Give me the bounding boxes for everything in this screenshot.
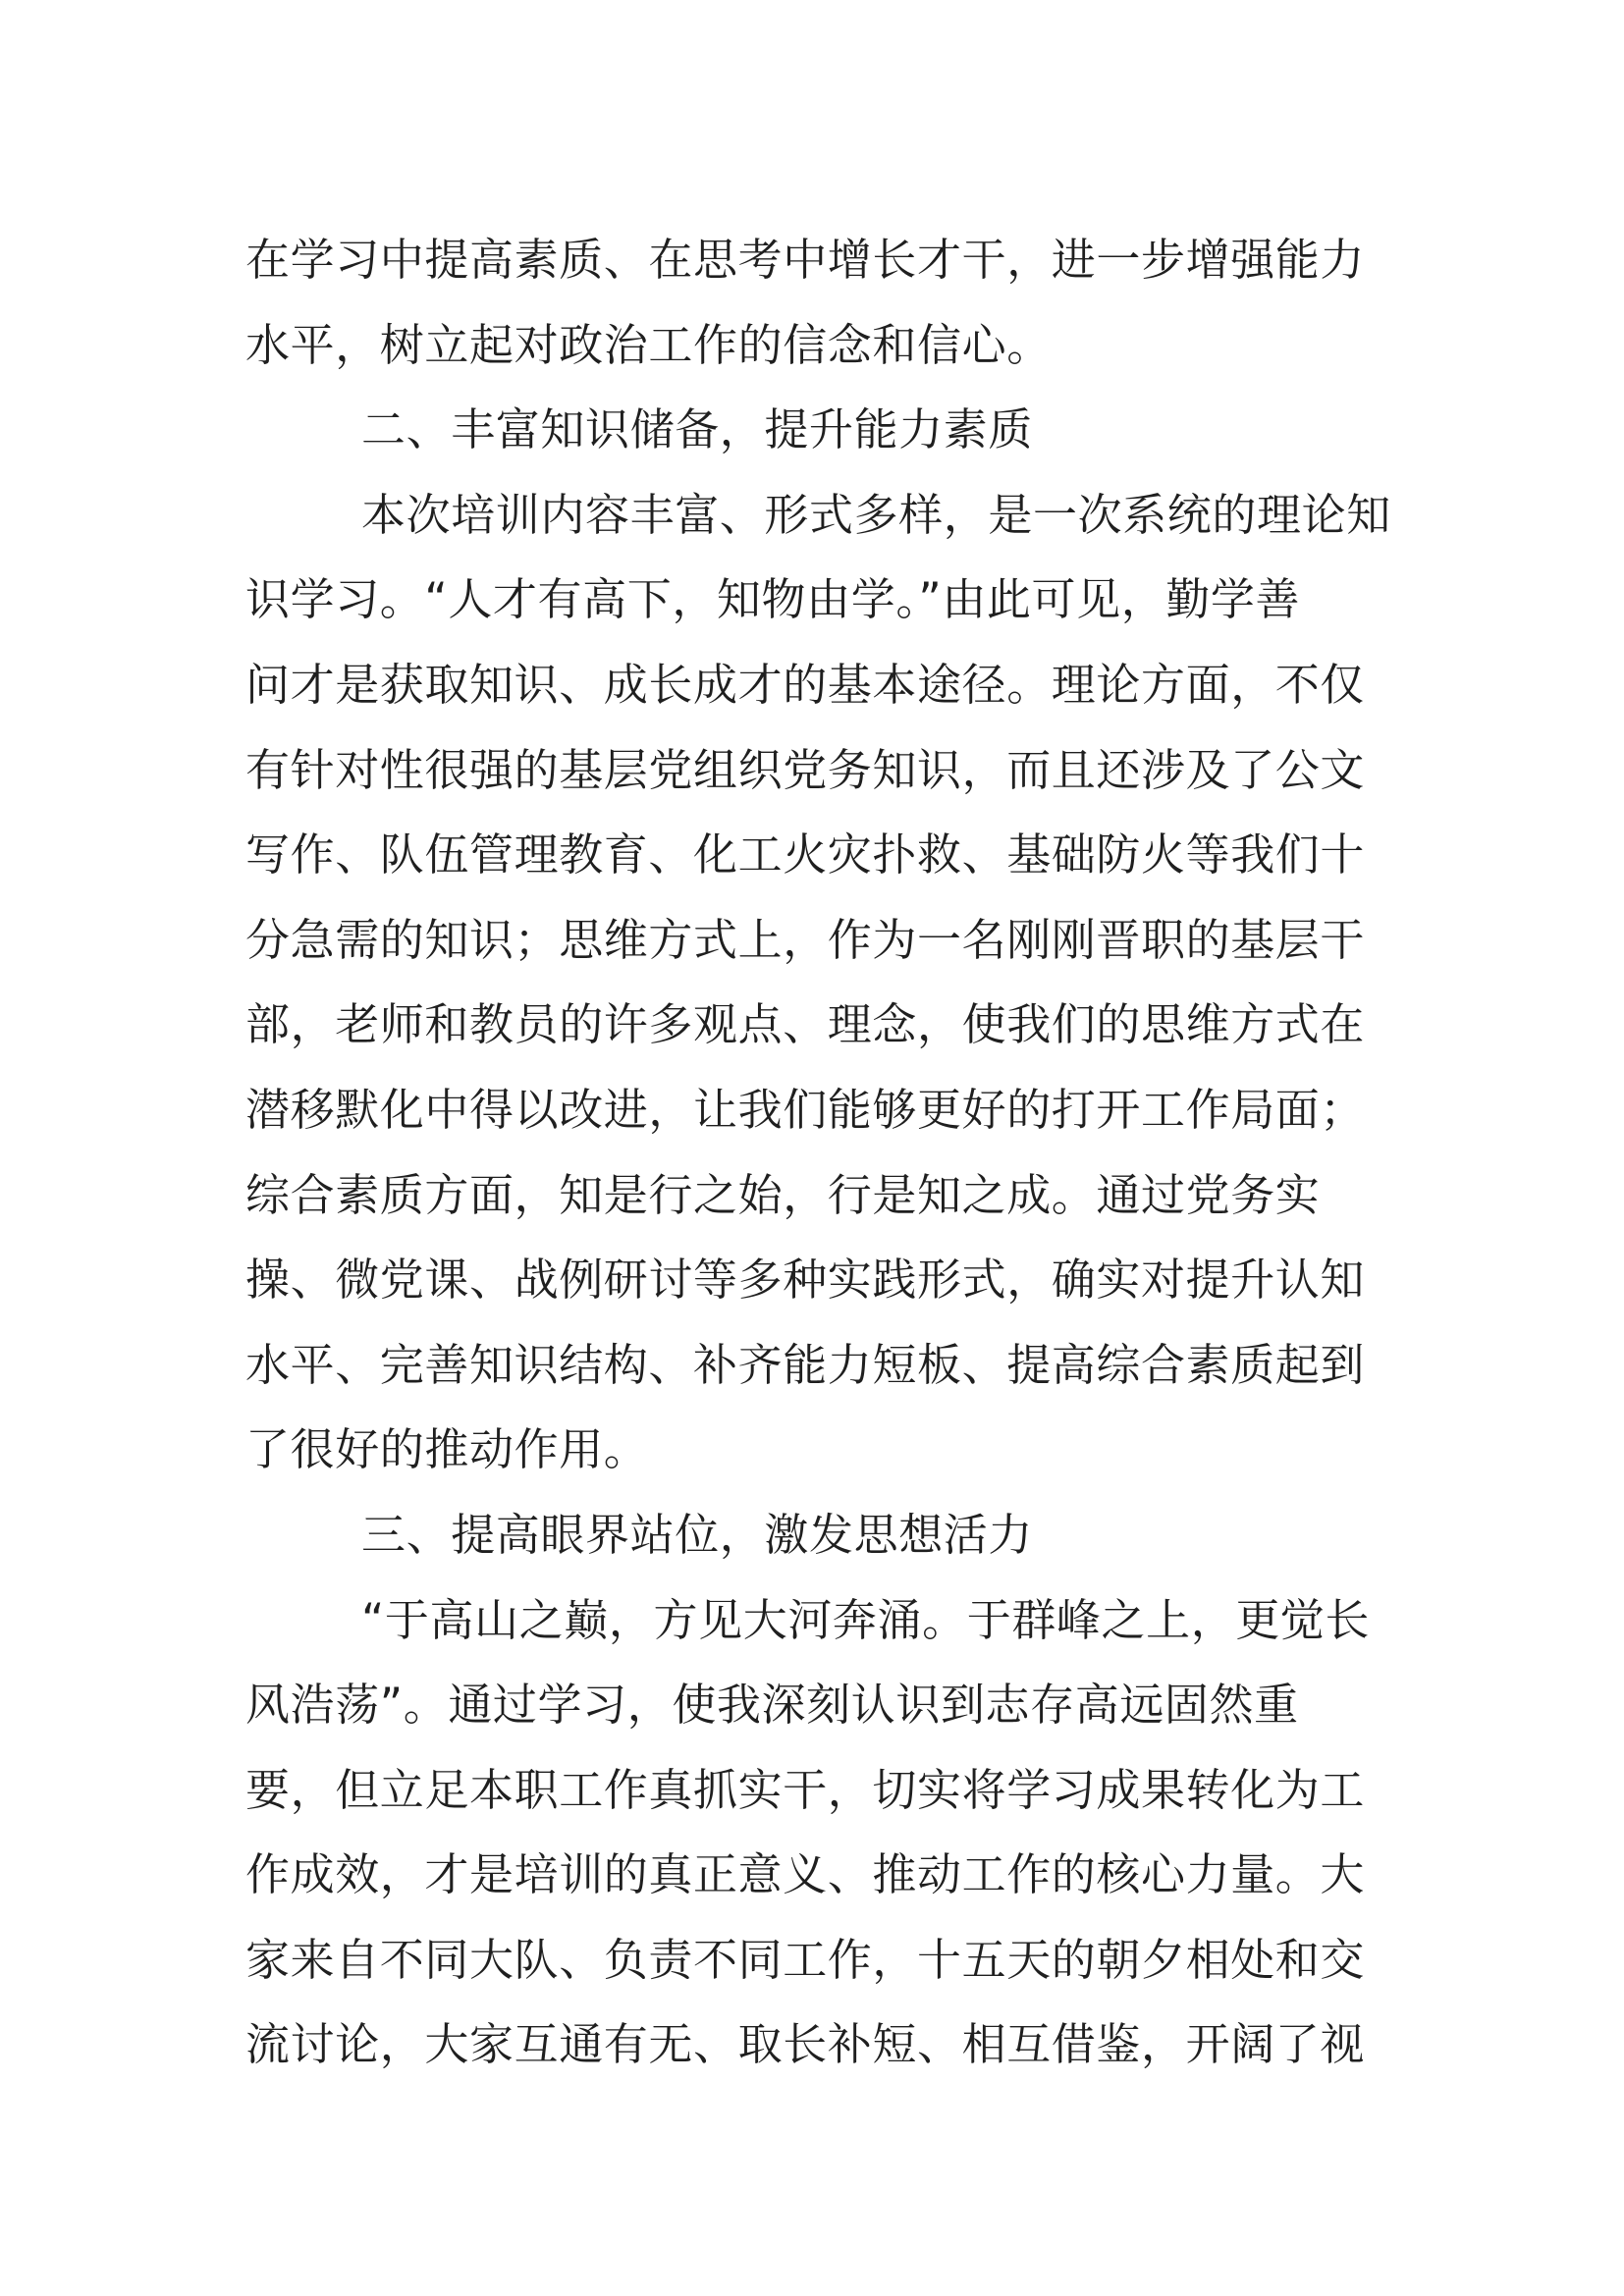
body-line: 识学习。“人才有高下，知物由学。”由此可见，勤学善	[245, 573, 1301, 626]
body-line: 在学习中提高素质、在思考中增长才干，进一步增强能力	[245, 234, 1366, 286]
document-body	[245, 218, 1391, 2088]
body-line: 潜移默化中得以改进，让我们能够更好的打开工作局面；	[245, 1083, 1366, 1136]
section-heading-3: 三、提高眼界站位，激发思想活力	[361, 1508, 1034, 1561]
body-line: 水平、完善知识结构、补齐能力短板、提高综合素质起到	[245, 1338, 1366, 1391]
section-heading-2: 二、丰富知识储备，提升能力素质	[361, 403, 1034, 456]
body-line: 了很好的推动作用。	[245, 1423, 649, 1476]
body-line: 有针对性很强的基层党组织党务知识，而且还涉及了公文	[245, 743, 1366, 796]
body-line: 本次培训内容丰富、形式多样，是一次系统的理论知	[361, 488, 1391, 541]
body-line: 综合素质方面，知是行之始，行是知之成。通过党务实	[245, 1168, 1321, 1221]
body-line: 家来自不同大队、负责不同工作，十五天的朝夕相处和交	[245, 1933, 1366, 1986]
body-line: 风浩荡”。通过学习，使我深刻认识到志存高远固然重	[245, 1679, 1299, 1732]
body-line: 水平，树立起对政治工作的信念和信心。	[245, 318, 1052, 371]
body-line: 要，但立足本职工作真抓实干，切实将学习成果转化为工	[245, 1763, 1366, 1816]
body-line: 问才是获取知识、成长成才的基本途径。理论方面，不仅	[245, 658, 1366, 711]
body-line: 操、微党课、战例研讨等多种实践形式，确实对提升认知	[245, 1254, 1366, 1307]
body-line: 作成效，才是培训的真正意义、推动工作的核心力量。大	[245, 1848, 1366, 1901]
body-line: “于高山之巅，方见大河奔涌。于群峰之上，更觉长	[361, 1593, 1371, 1646]
body-line: 写作、队伍管理教育、化工火灾扑救、基础防火等我们十	[245, 828, 1366, 881]
body-line: 部，老师和教员的许多观点、理念，使我们的思维方式在	[245, 998, 1366, 1051]
body-line: 流讨论，大家互通有无、取长补短、相互借鉴，开阔了视	[245, 2018, 1366, 2071]
body-line: 分急需的知识；思维方式上，作为一名刚刚晋职的基层干	[245, 913, 1366, 966]
